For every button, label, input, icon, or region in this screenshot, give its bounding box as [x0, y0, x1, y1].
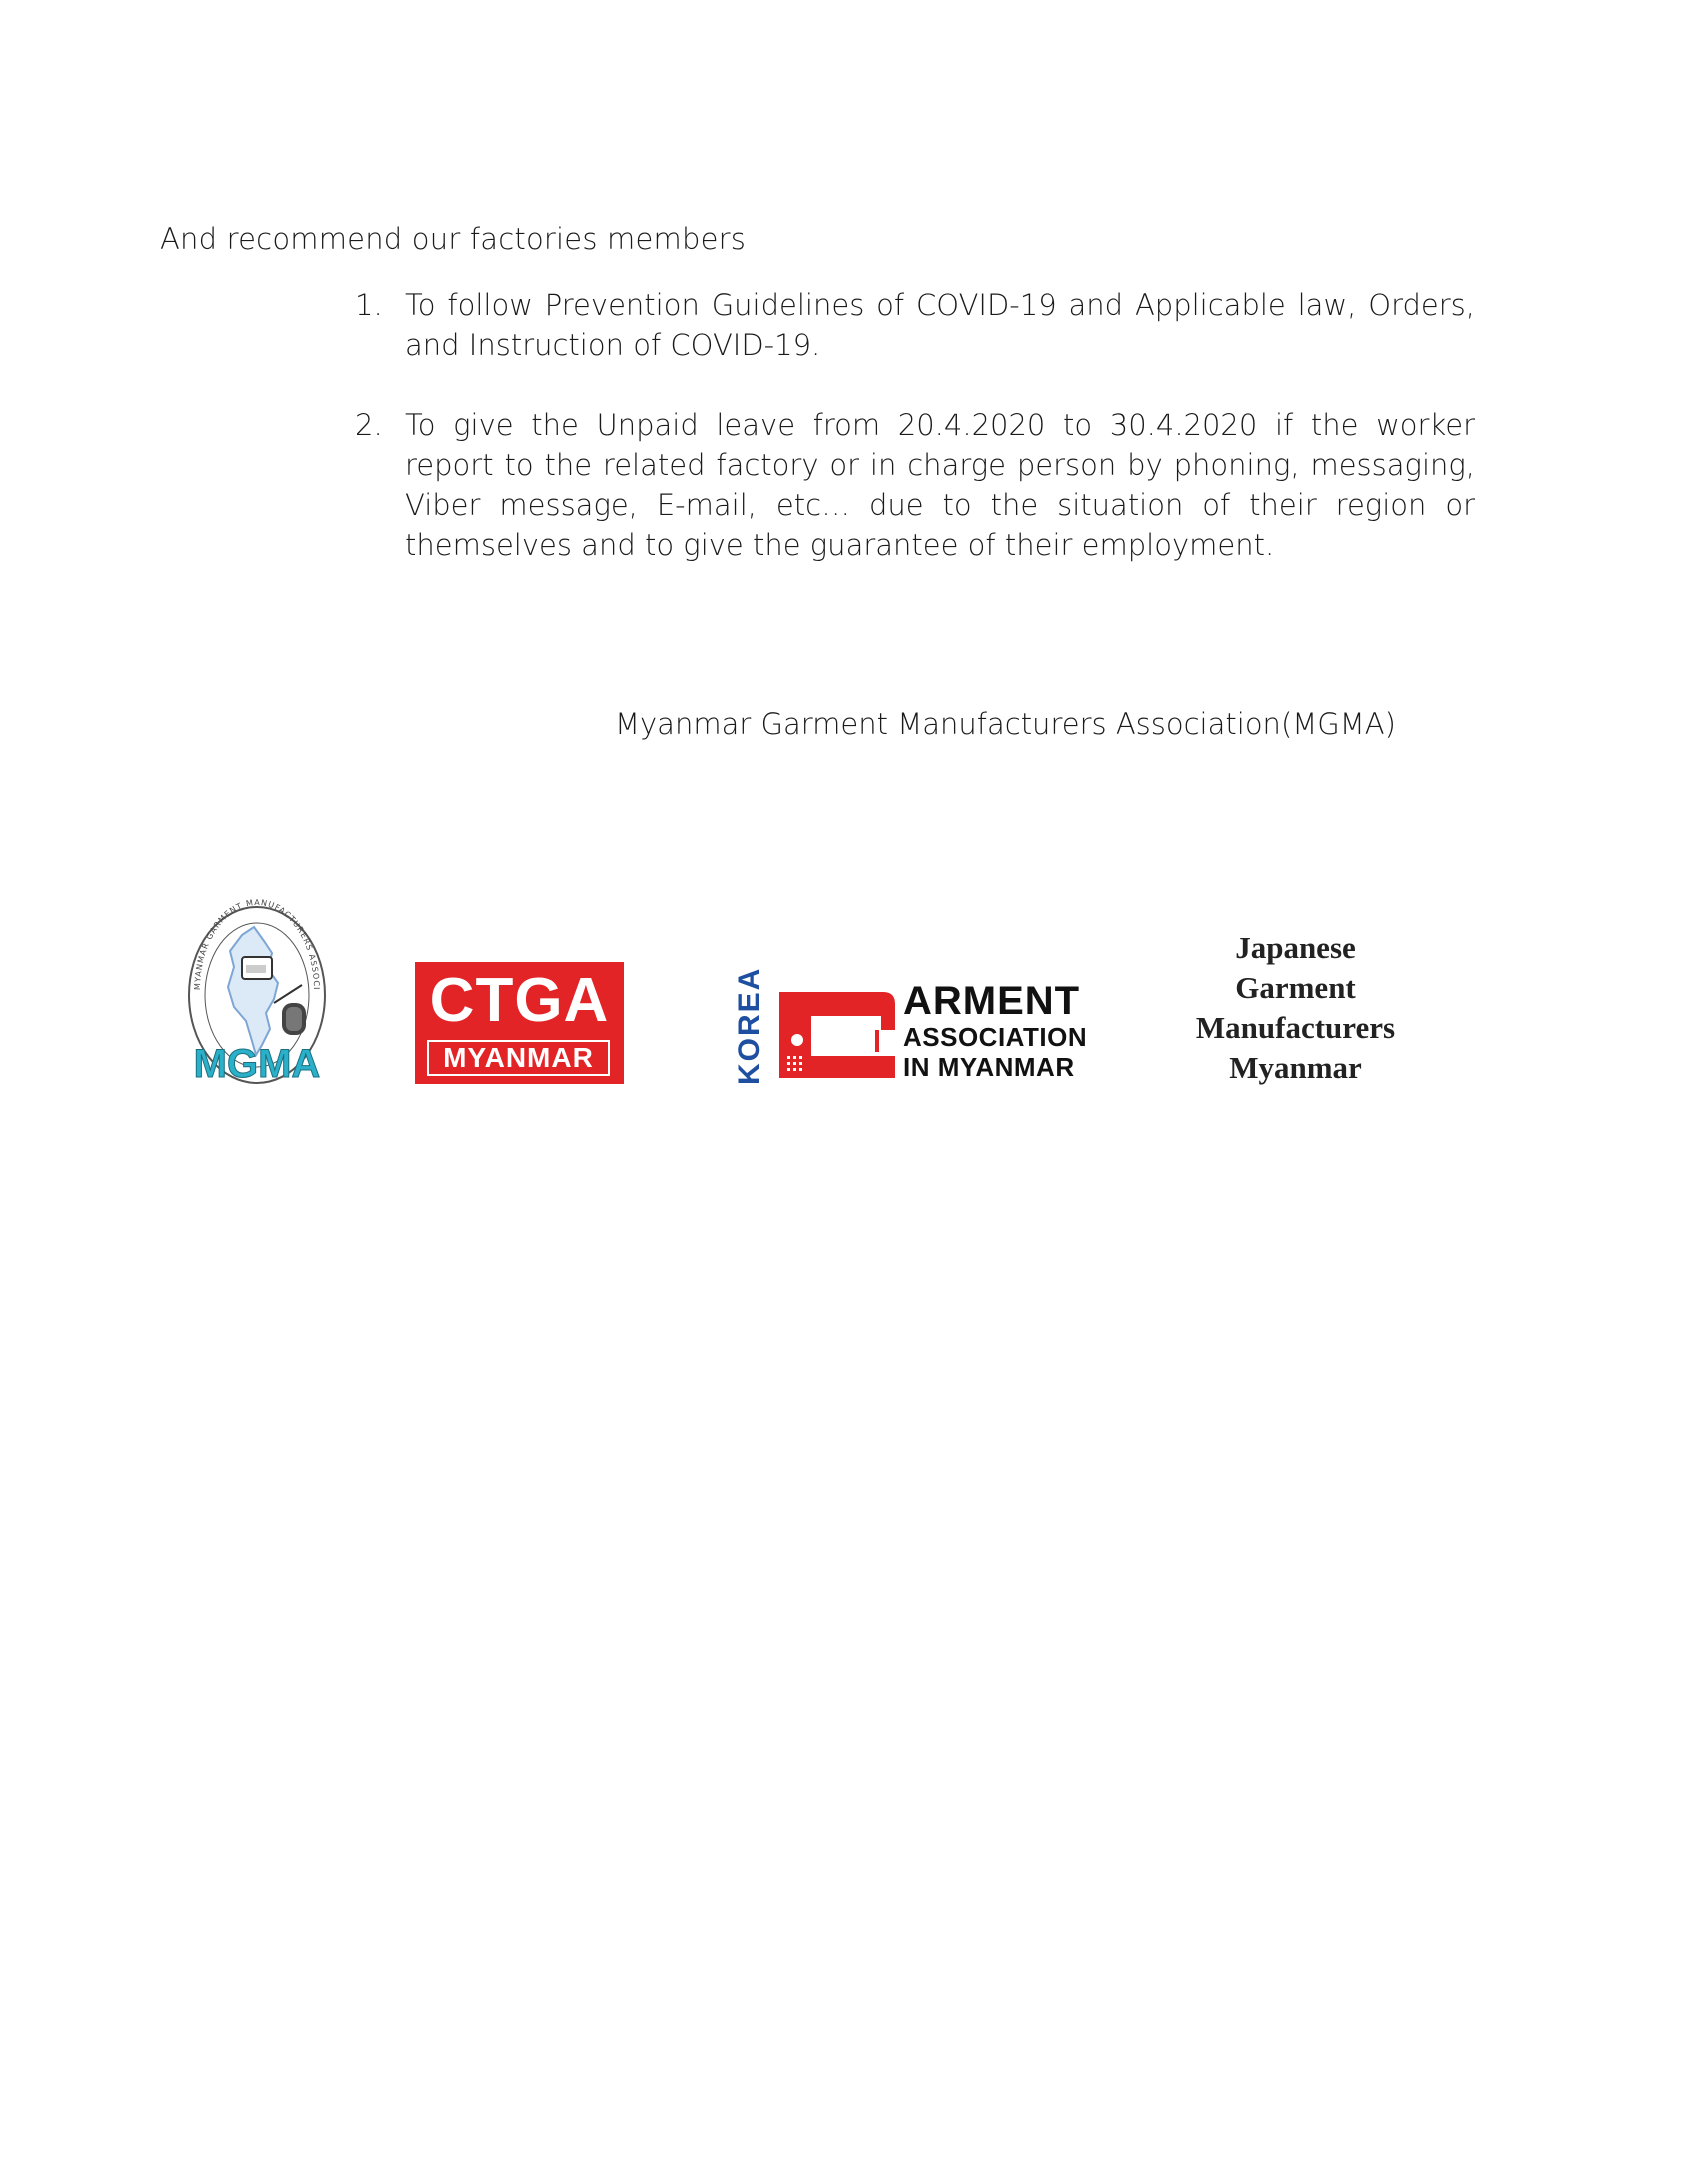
kgam-side-label — [733, 966, 767, 1085]
jgm-line-4: Myanmar — [1229, 1050, 1362, 1085]
jgm-line-1: Japanese — [1235, 930, 1356, 965]
signature: Myanmar Garment Manufacturers Association(MGMA) — [615, 707, 1396, 741]
japanese-garment-logo — [1163, 928, 1428, 1088]
list-item-number: 2. — [355, 408, 383, 442]
list-item — [355, 285, 1475, 365]
kgam-line-2: ASSOCIATION — [903, 1022, 1088, 1052]
kgam-text-block — [903, 980, 1087, 1082]
intro-text: And recommend our factories members — [160, 222, 747, 256]
mgma-logo-text: MGMA — [193, 1042, 321, 1085]
mgma-emblem-icon — [182, 895, 332, 1085]
jgm-line-3: Manufacturers — [1195, 1010, 1396, 1045]
list-item — [355, 405, 1475, 565]
ctga-logo-bottom: MYANMAR — [427, 1040, 610, 1076]
kgam-line-3: IN MYANMAR — [903, 1052, 1075, 1082]
ctga-logo — [415, 962, 624, 1084]
svg-text:MYANMAR GARMENT MANUFACTURERS: MYANMAR GARMENT MANUFACTURERS ASSOCI — [192, 897, 322, 991]
mgma-logo — [182, 895, 332, 1085]
korea-garment-logo — [733, 966, 1103, 1085]
ctga-logo-top: CTGA — [429, 966, 610, 1035]
list-item-number: 1. — [355, 288, 383, 322]
list-item-text: To follow Prevention Guidelines of COVID-19 and Applicable law, Orders, and Instruction of COVID-19. — [405, 288, 1475, 362]
recommendation-list — [355, 285, 1475, 565]
jgm-line-2: Garment — [1235, 970, 1356, 1005]
sewing-machine-icon — [771, 986, 901, 1082]
kgam-side-text: KOREA — [733, 966, 766, 1085]
list-item-text: To give the Unpaid leave from 20.4.2020 to 30.4.2020 if the worker report to the related factory or in charge person by phoning, messaging, Viber message, E-mail, etc… due to the situation of their region or themselves and to give the guarantee of their employment. — [405, 408, 1475, 562]
kgam-line-1: ARMENT — [903, 979, 1081, 1023]
